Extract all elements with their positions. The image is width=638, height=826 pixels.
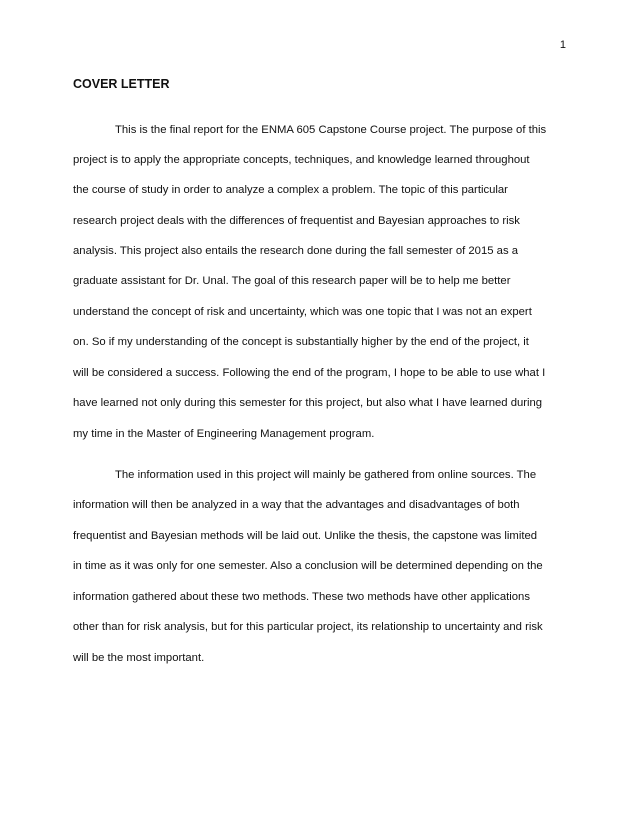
page-number: 1 (559, 39, 566, 51)
paragraph-line: information gathered about these two methods. These two methods have other applications (73, 591, 530, 603)
paragraph-line: The information used in this project will mainly be gathered from online sources. The (115, 469, 537, 481)
cover-letter-heading: COVER LETTER (73, 77, 170, 91)
paragraph-line: will be the most important. (73, 652, 205, 664)
paragraph-line: will be considered a success. Following the end of the program, I hope to be able to use what I (73, 367, 546, 379)
paragraph-line: This is the final report for the ENMA 605 Capstone Course project. The purpose of this (115, 124, 547, 136)
paragraph-line: the course of study in order to analyze a complex a problem. The topic of this particular (73, 184, 508, 196)
paragraph-line: in time as it was only for one semester. Also a conclusion will be determined depending on the (73, 560, 543, 572)
paragraph-line: my time in the Master of Engineering Management program. (73, 428, 375, 440)
paragraph-line: have learned not only during this semester for this project, but also what I have learned during (73, 397, 543, 409)
paragraph-line: information will then be analyzed in a way that the advantages and disadvantages of both (73, 499, 520, 511)
paragraph-line: understand the concept of risk and uncertainty, which was one topic that I was not an expert (73, 306, 532, 318)
paragraph-line: other than for risk analysis, but for this particular project, its relationship to uncertainty and risk (73, 621, 543, 633)
paragraph-line: analysis. This project also entails the research done during the fall semester of 2015 as a (73, 245, 519, 257)
paragraph-line: research project deals with the differences of frequentist and Bayesian approaches to risk (73, 215, 520, 227)
paragraph-line: graduate assistant for Dr. Unal. The goal of this research paper will be to help me better (73, 275, 511, 287)
paragraph-line: frequentist and Bayesian methods will be laid out. Unlike the thesis, the capstone was limited (73, 530, 538, 542)
paragraph-line: project is to apply the appropriate concepts, techniques, and knowledge learned throughout (73, 154, 530, 166)
paragraph-line: on. So if my understanding of the concept is substantially higher by the end of the project, it (73, 336, 529, 348)
